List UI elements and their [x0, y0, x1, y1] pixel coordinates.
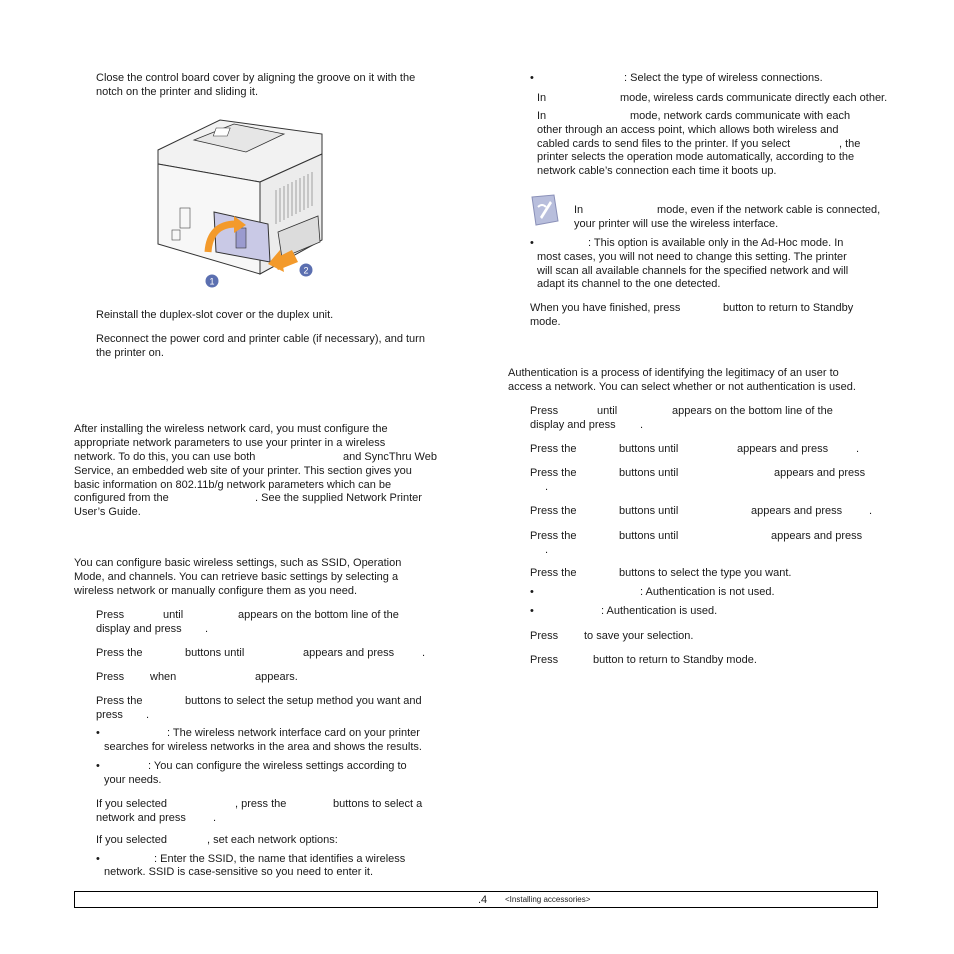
intro-line1: After installing the wireless network card, you must configure the [74, 423, 388, 435]
s4-buttons: buttons to select the setup method you want and [185, 695, 422, 707]
s4-press-the: Press the [96, 695, 143, 707]
a1-press: Press [530, 405, 559, 417]
a5-period: . [545, 544, 549, 556]
opt-custom-line2: your needs. [104, 774, 162, 786]
callout-2: 2 [303, 265, 309, 276]
page-number: .4 [478, 894, 488, 906]
a3-press-the: Press the [530, 467, 577, 479]
step-reconnect-line1: Reconnect the power cord and printer cable (if necessary), and turn [96, 333, 425, 345]
opt-channel-line2: most cases, you will not need to change this setting. The printer [537, 251, 847, 263]
a6-buttons: buttons to select the type you want. [619, 567, 792, 579]
s1-press: Press [96, 609, 125, 621]
s5-period: . [213, 812, 217, 824]
s2-period: . [422, 647, 426, 659]
a6-press-the: Press the [530, 567, 577, 579]
a7-press: Press [530, 630, 559, 642]
a3-period: . [545, 481, 549, 493]
s2-appears: appears and press [303, 647, 395, 659]
s3-appears: appears. [255, 671, 298, 683]
infra-line1: mode, network cards communicate with each [630, 110, 851, 122]
s5-press-the: , press the [235, 798, 287, 810]
auth-intro-line1: Authentication is a process of identifying the legitimacy of an user to [508, 367, 839, 379]
s6-if-selected: If you selected [96, 834, 167, 846]
infra-in: In [537, 110, 547, 122]
bullet: • [96, 853, 100, 865]
a1-until: until [597, 405, 618, 417]
opt-channel-line1: : This option is available only in the Ad-Hoc mode. In [588, 237, 844, 249]
bullet: • [530, 605, 534, 617]
a5-appears: appears and press [771, 530, 863, 542]
s2-press-the: Press the [96, 647, 143, 659]
infra-line4: printer selects the operation mode automatically, according to the [537, 151, 855, 163]
basic-intro-line3: wireless network or manually configure them as you need. [74, 585, 358, 597]
s5-buttons: buttons to select a [333, 798, 423, 810]
a4-period: . [869, 505, 873, 517]
bullet: • [530, 237, 534, 249]
a3-appears: appears and press [774, 467, 866, 479]
a2-period: . [856, 443, 860, 455]
a1-appears: appears on the bottom line of the [672, 405, 833, 417]
opt-custom-line1: : You can configure the wireless settings according to [148, 760, 407, 772]
infra-line3b: , the [839, 138, 861, 150]
finish-line2: mode. [530, 316, 561, 328]
a2-buttons: buttons until [619, 443, 679, 455]
intro-line7: User’s Guide. [74, 506, 141, 518]
intro-line4: Service, an embedded web site of your printer. This section gives you [74, 465, 412, 477]
intro-line3a: network. To do this, you can use both [74, 451, 256, 463]
adhoc-text: mode, wireless cards communicate directly each other. [620, 92, 888, 104]
step-close-line1: Close the control board cover by aligning the groove on it with the [96, 72, 416, 84]
a8-press: Press [530, 654, 559, 666]
s1-period: . [205, 623, 209, 635]
infra-line2: other through an access point, which allows both wireless and [537, 124, 839, 136]
s4-press: press [96, 709, 123, 721]
a4-press-the: Press the [530, 505, 577, 517]
s3-when: when [150, 671, 177, 683]
step-reconnect-line2: the printer on. [96, 347, 164, 359]
a5-buttons: buttons until [619, 530, 679, 542]
opt-none: : Authentication is not used. [640, 586, 775, 598]
a2-appears: appears and press [737, 443, 829, 455]
bullet: • [530, 72, 534, 84]
a5-press-the: Press the [530, 530, 577, 542]
a1-display: display and press [530, 419, 616, 431]
note-icon [528, 193, 562, 227]
a4-buttons: buttons until [619, 505, 679, 517]
s2-buttons: buttons until [185, 647, 245, 659]
printer-back-illustration [150, 112, 326, 292]
opt-mode: : Select the type of wireless connections. [624, 72, 823, 84]
opt-ssid-line2: network. SSID is case-sensitive so you need to enter it. [104, 866, 374, 878]
s1-until: until [163, 609, 184, 621]
finish-line1a: When you have finished, press [530, 302, 681, 314]
s3-press: Press [96, 671, 125, 683]
opt-channel-line4: adapt its channel to the one detected. [537, 278, 721, 290]
bullet: • [96, 727, 100, 739]
opt-used: : Authentication is used. [601, 605, 718, 617]
opt-ssid-line1: : Enter the SSID, the name that identifies a wireless [154, 853, 406, 865]
callout-1: 1 [209, 276, 215, 287]
s1-appears: appears on the bottom line of the [238, 609, 399, 621]
a8-return: button to return to Standby mode. [593, 654, 757, 666]
intro-line6b: . See the supplied Network Printer [255, 492, 422, 504]
step-close-line2: notch on the printer and sliding it. [96, 86, 259, 98]
note-in: In [574, 204, 584, 216]
note-line1: mode, even if the network cable is connected, [657, 204, 881, 216]
a4-appears: appears and press [751, 505, 843, 517]
a2-press-the: Press the [530, 443, 577, 455]
s6-set-options: , set each network options: [207, 834, 338, 846]
opt-search-line2: searches for wireless networks in the area and shows the results. [104, 741, 422, 753]
opt-search-line1: : The wireless network interface card on your printer [167, 727, 420, 739]
basic-intro-line1: You can configure basic wireless settings, such as SSID, Operation [74, 557, 402, 569]
a3-buttons: buttons until [619, 467, 679, 479]
s5-if-selected: If you selected [96, 798, 167, 810]
intro-line5: basic information on 802.11b/g network parameters which can be [74, 479, 392, 491]
intro-line3b: and SyncThru Web [343, 451, 437, 463]
adhoc-in: In [537, 92, 547, 104]
s1-display: display and press [96, 623, 182, 635]
s5-network: network and press [96, 812, 186, 824]
s4-period: . [146, 709, 150, 721]
a7-save: to save your selection. [584, 630, 694, 642]
auth-intro-line2: access a network. You can select whether or not authentication is used. [508, 381, 856, 393]
section-name: <Installing accessories> [505, 895, 591, 904]
intro-line2: appropriate network parameters to use your printer in a wireless [74, 437, 386, 449]
finish-line1b: button to return to Standby [723, 302, 854, 314]
bullet: • [530, 586, 534, 598]
opt-channel-line3: will scan all available channels for the specified network and will [537, 265, 849, 277]
infra-line3: cabled cards to send files to the printer. If you select [537, 138, 791, 150]
basic-intro-line2: Mode, and channels. You can retrieve basic settings by selecting a [74, 571, 399, 583]
step-reinstall: Reinstall the duplex-slot cover or the duplex unit. [96, 309, 334, 321]
note-line2: your printer will use the wireless interface. [574, 218, 779, 230]
page-footer [74, 891, 878, 908]
intro-line6a: configured from the [74, 492, 169, 504]
a1-period: . [640, 419, 644, 431]
bullet: • [96, 760, 100, 772]
infra-line5: network cable’s connection each time it boots up. [537, 165, 777, 177]
